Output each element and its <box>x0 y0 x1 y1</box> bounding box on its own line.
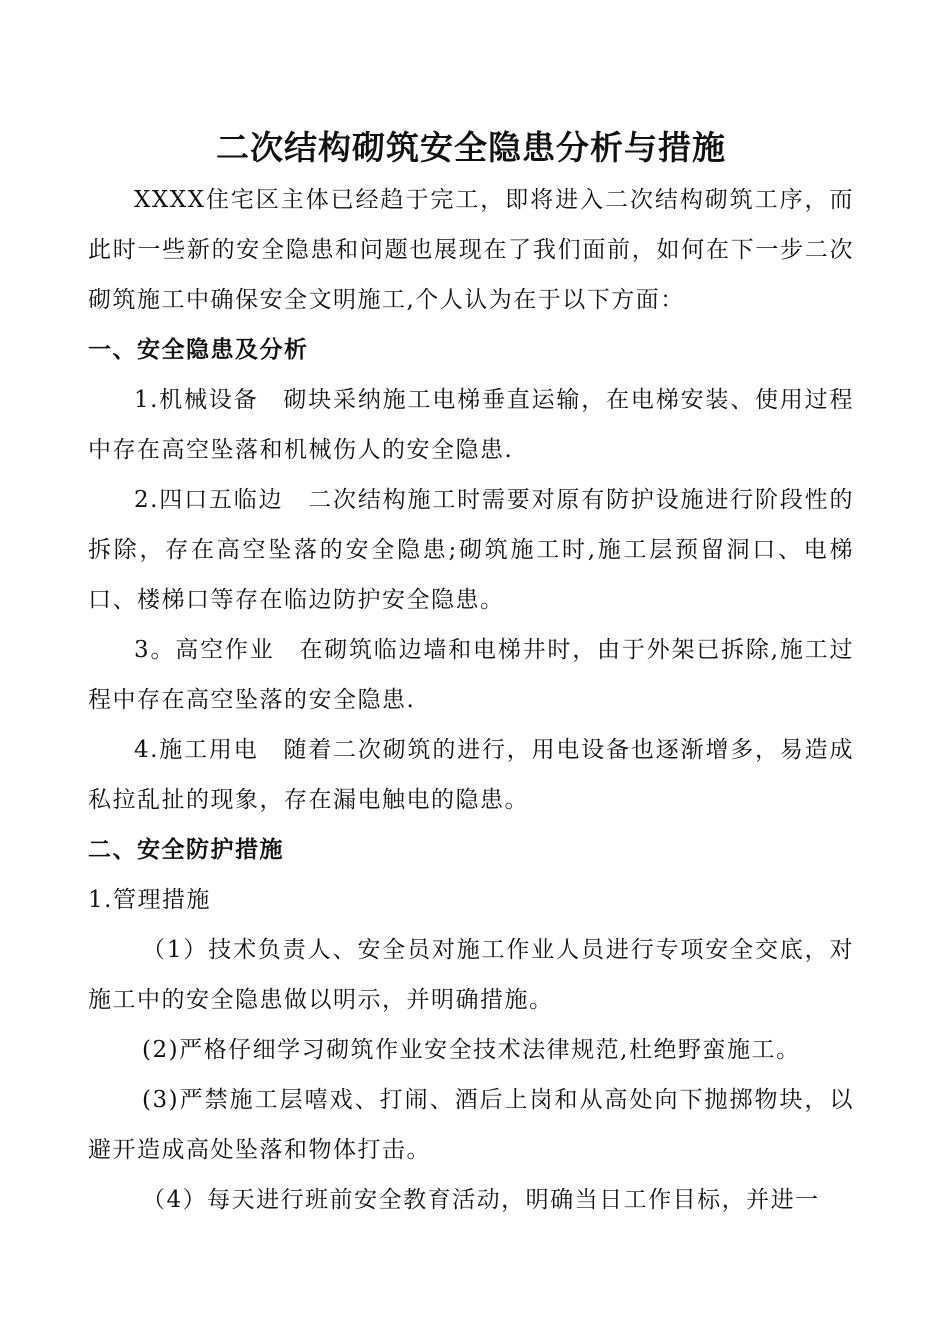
section-heading-hazards: 一、安全隐患及分析 <box>88 336 309 363</box>
document-title: 二次结构砌筑安全隐患分析与措施 <box>216 128 726 167</box>
subheading-management-measures: 1.管理措施 <box>88 887 211 913</box>
measure-item-4: （4）每天进行班前安全教育活动，明确当日工作目标，并进一 <box>142 1187 820 1213</box>
hazard-item-machinery: 1.机械设备 砌块采纳施工电梯垂直运输，在电梯安装、使用过程中存在高空坠落和机械伤人的安全隐患. <box>88 387 854 463</box>
measure-item-2: (2)严格仔细学习砌筑作业安全技术法律规范,杜绝野蛮施工。 <box>142 1037 801 1063</box>
intro-paragraph: XXXX住宅区主体已经趋于完工，即将进入二次结构砌筑工序，而此时一些新的安全隐患和问题也展现在了我们面前，如何在下一步二次砌筑施工中确保安全文明施工,个人认为在于以下方面： <box>88 187 854 313</box>
hazard-item-electricity: 4.施工用电 随着二次砌筑的进行，用电设备也逐渐增多，易造成私拉乱扯的现象，存在漏电触电的隐患。 <box>88 737 854 813</box>
hazard-item-openings-edges: 2.四口五临边 二次结构施工时需要对原有防护设施进行阶段性的拆除，存在高空坠落的安全隐患;砌筑施工时,施工层预留洞口、电梯口、楼梯口等存在临边防护安全隐患。 <box>88 487 854 613</box>
measure-item-1: （1）技术负责人、安全员对施工作业人员进行专项安全交底，对施工中的安全隐患做以明示，并明确措施。 <box>88 937 854 1013</box>
measure-item-3: (3)严禁施工层嘻戏、打闹、酒后上岗和从高处向下抛掷物块，以避开造成高处坠落和物体打击。 <box>88 1087 854 1163</box>
hazard-item-work-at-height: 3。高空作业 在砌筑临边墙和电梯井时，由于外架已拆除,施工过程中存在高空坠落的安全隐患. <box>88 637 854 713</box>
section-heading-measures: 二、安全防护措施 <box>88 836 284 863</box>
